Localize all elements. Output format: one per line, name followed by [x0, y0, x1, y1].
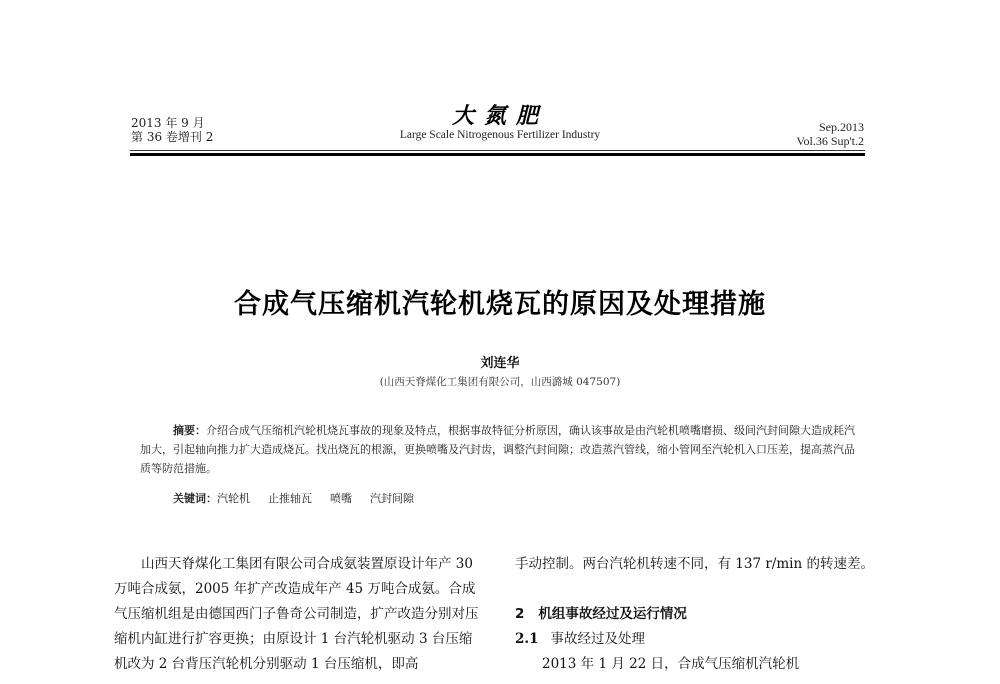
journal-date-volume-en	[796, 120, 864, 148]
subsection-number: 2.1	[515, 631, 539, 647]
body-paragraph: 山西天脊煤化工集团有限公司合成氨装置原设计年产 30 万吨合成氨，2005 年扩产改造成年产 45 万吨合成氨。合成气压缩机组是由德国西门子鲁奇公司制造，扩产改造分别对压缩机内缸进行扩容更换；由原设计 1 台汽轮机驱动 3 台压缩机改为 2 台背压汽轮机分别驱动 1 台压缩机，即高	[114, 556, 479, 672]
abstract-text: 介绍合成气压缩机汽轮机烧瓦事故的现象及特点，根据事故特征分析原因，确认该事故是由汽轮机喷嘴磨损、级间汽封间隙大造成耗汽加大，引起轴向推力扩大造成烧瓦。找出烧瓦的根源，更换喷嘴及汽封齿，调整汽封间隙；改造蒸汽管线，缩小管网至汽轮机入口压差，提高蒸汽品质等防范措施。	[140, 424, 855, 475]
journal-date-volume	[131, 116, 213, 144]
keyword: 喷嘴	[330, 492, 352, 505]
journal-masthead	[370, 104, 630, 142]
keywords	[173, 490, 432, 506]
subsection-title: 事故经过及处理	[550, 631, 645, 647]
keyword: 汽封间隙	[370, 492, 414, 505]
abstract-label: 摘要：	[173, 424, 206, 437]
header-rule-thick	[130, 153, 865, 156]
keyword: 止推轴瓦	[268, 492, 312, 505]
body-paragraph: 手动控制。两台汽轮机转速不同，有 137 r/min 的转速差。	[515, 556, 874, 572]
journal-date-en: Sep.2013	[819, 120, 864, 134]
journal-date: 2013 年 9 月	[131, 116, 205, 130]
keywords-label: 关键词：	[173, 492, 217, 505]
keyword: 汽轮机	[217, 492, 250, 505]
subsection-heading	[515, 627, 885, 652]
journal-logo: 大氮肥	[451, 103, 548, 129]
section-number: 2	[515, 606, 525, 622]
article-author: 刘连华	[480, 356, 520, 371]
journal-volume: 第 36 卷增刊 2	[131, 130, 214, 144]
section-heading	[515, 602, 885, 627]
body-right-column	[515, 552, 885, 677]
author-affiliation: (山西天脊煤化工集团有限公司，山西潞城 047507)	[379, 376, 621, 388]
journal-english-name: Large Scale Nitrogenous Fertilizer Industry	[399, 129, 601, 141]
body-paragraph-partial: 2013 年 1 月 22 日，合成气压缩机汽轮机	[542, 656, 800, 672]
abstract	[140, 421, 860, 478]
article-title: 合成气压缩机汽轮机烧瓦的原因及处理措施	[234, 289, 766, 320]
body-left-column	[114, 552, 484, 677]
section-title: 机组事故经过及运行情况	[538, 606, 687, 622]
header-rule-thin	[130, 150, 865, 151]
journal-volume-en: Vol.36 Sup't.2	[796, 134, 864, 148]
